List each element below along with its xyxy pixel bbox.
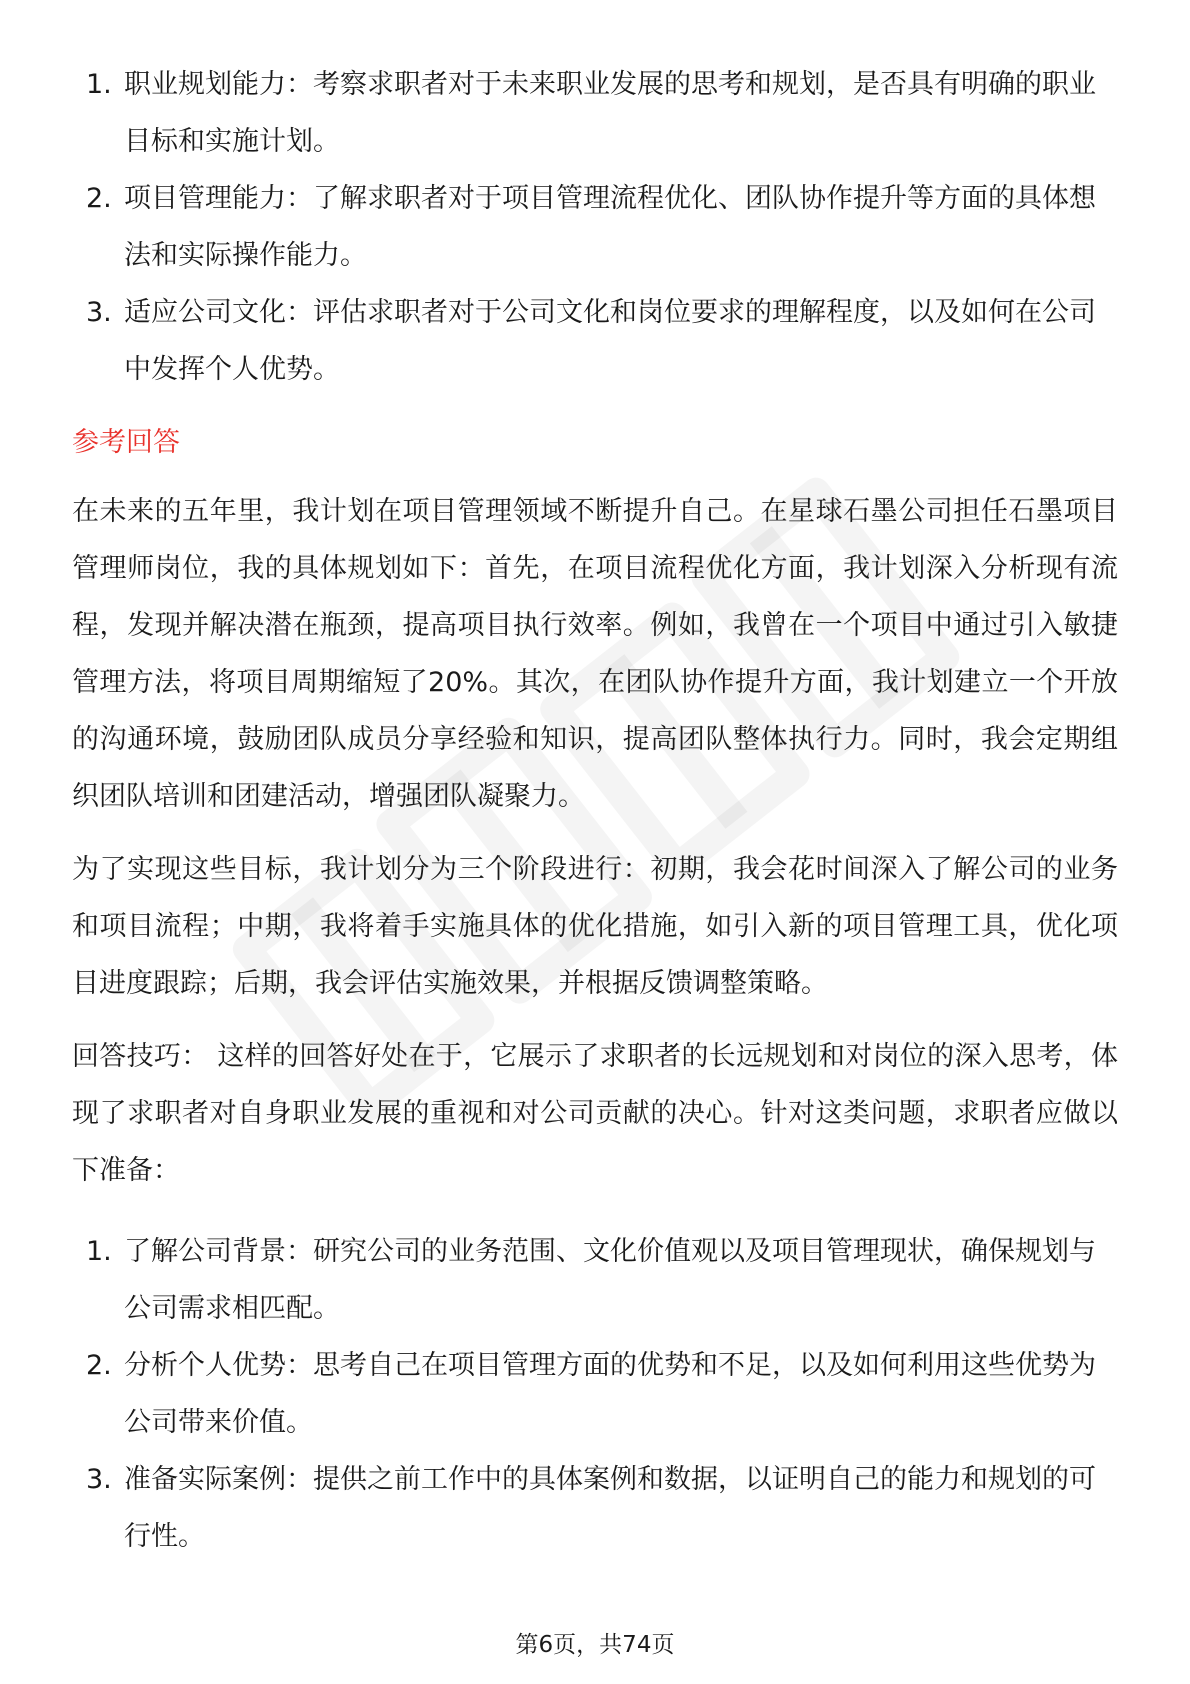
- answer-tips-paragraph: 回答技巧： 这样的回答好处在于，它展示了求职者的长远规划和对岗位的深入思考，体现了求职者对自身职业发展的重视和对公司贡献的决心。针对这类问题，求职者应做以下准备：: [72, 1041, 1118, 1186]
- list-item: [72, 1451, 1118, 1565]
- list-number: 2.: [86, 183, 112, 214]
- list-item: [72, 1223, 1118, 1337]
- list-number: 3.: [86, 297, 112, 328]
- list-item: [72, 170, 1118, 284]
- page-number-footer: 第6页，共74页: [515, 1632, 675, 1658]
- top-numbered-list: [72, 56, 1118, 398]
- answer-paragraph-1: 在未来的五年里，我计划在项目管理领域不断提升自己。在星球石墨公司担任石墨项目管理师岗位，我的具体规划如下：首先，在项目流程优化方面，我计划深入分析现有流程，发现并解决潜在瓶颈，提高项目执行效率。例如，我曾在一个项目中通过引入敏捷管理方法，将项目周期缩短了20%。其次，在团队协作提升方面，我计划建立一个开放的沟通环境，鼓励团队成员分享经验和知识，提高团队整体执行力。同时，我会定期组织团队培训和团建活动，增强团队凝聚力。: [72, 496, 1118, 812]
- list-item: [72, 1337, 1118, 1451]
- list-text: 职业规划能力：考察求职者对于未来职业发展的思考和规划，是否具有明确的职业目标和实施计划。: [124, 69, 1096, 157]
- list-number: 3.: [86, 1464, 112, 1495]
- list-text: 了解公司背景：研究公司的业务范围、文化价值观以及项目管理现状，确保规划与公司需求相匹配。: [124, 1236, 1096, 1324]
- document-body: [72, 56, 1118, 1565]
- bottom-numbered-list: [72, 1223, 1118, 1565]
- list-text: 准备实际案例：提供之前工作中的具体案例和数据，以证明自己的能力和规划的可行性。: [124, 1464, 1096, 1552]
- list-number: 1.: [86, 69, 112, 100]
- list-item: [72, 284, 1118, 398]
- list-text: 分析个人优势：思考自己在项目管理方面的优势和不足，以及如何利用这些优势为公司带来价值。: [124, 1350, 1096, 1438]
- answer-paragraph-2: 为了实现这些目标，我计划分为三个阶段进行：初期，我会花时间深入了解公司的业务和项目流程；中期，我将着手实施具体的优化措施，如引入新的项目管理工具，优化项目进度跟踪；后期，我会评估实施效果，并根据反馈调整策略。: [72, 854, 1118, 999]
- list-item: [72, 56, 1118, 170]
- section-title: 参考回答: [72, 427, 180, 458]
- list-number: 2.: [86, 1350, 112, 1381]
- list-text: 适应公司文化：评估求职者对于公司文化和岗位要求的理解程度，以及如何在公司中发挥个人优势。: [124, 297, 1096, 385]
- list-text: 项目管理能力：了解求职者对于项目管理流程优化、团队协作提升等方面的具体想法和实际操作能力。: [124, 183, 1096, 271]
- list-number: 1.: [86, 1236, 112, 1267]
